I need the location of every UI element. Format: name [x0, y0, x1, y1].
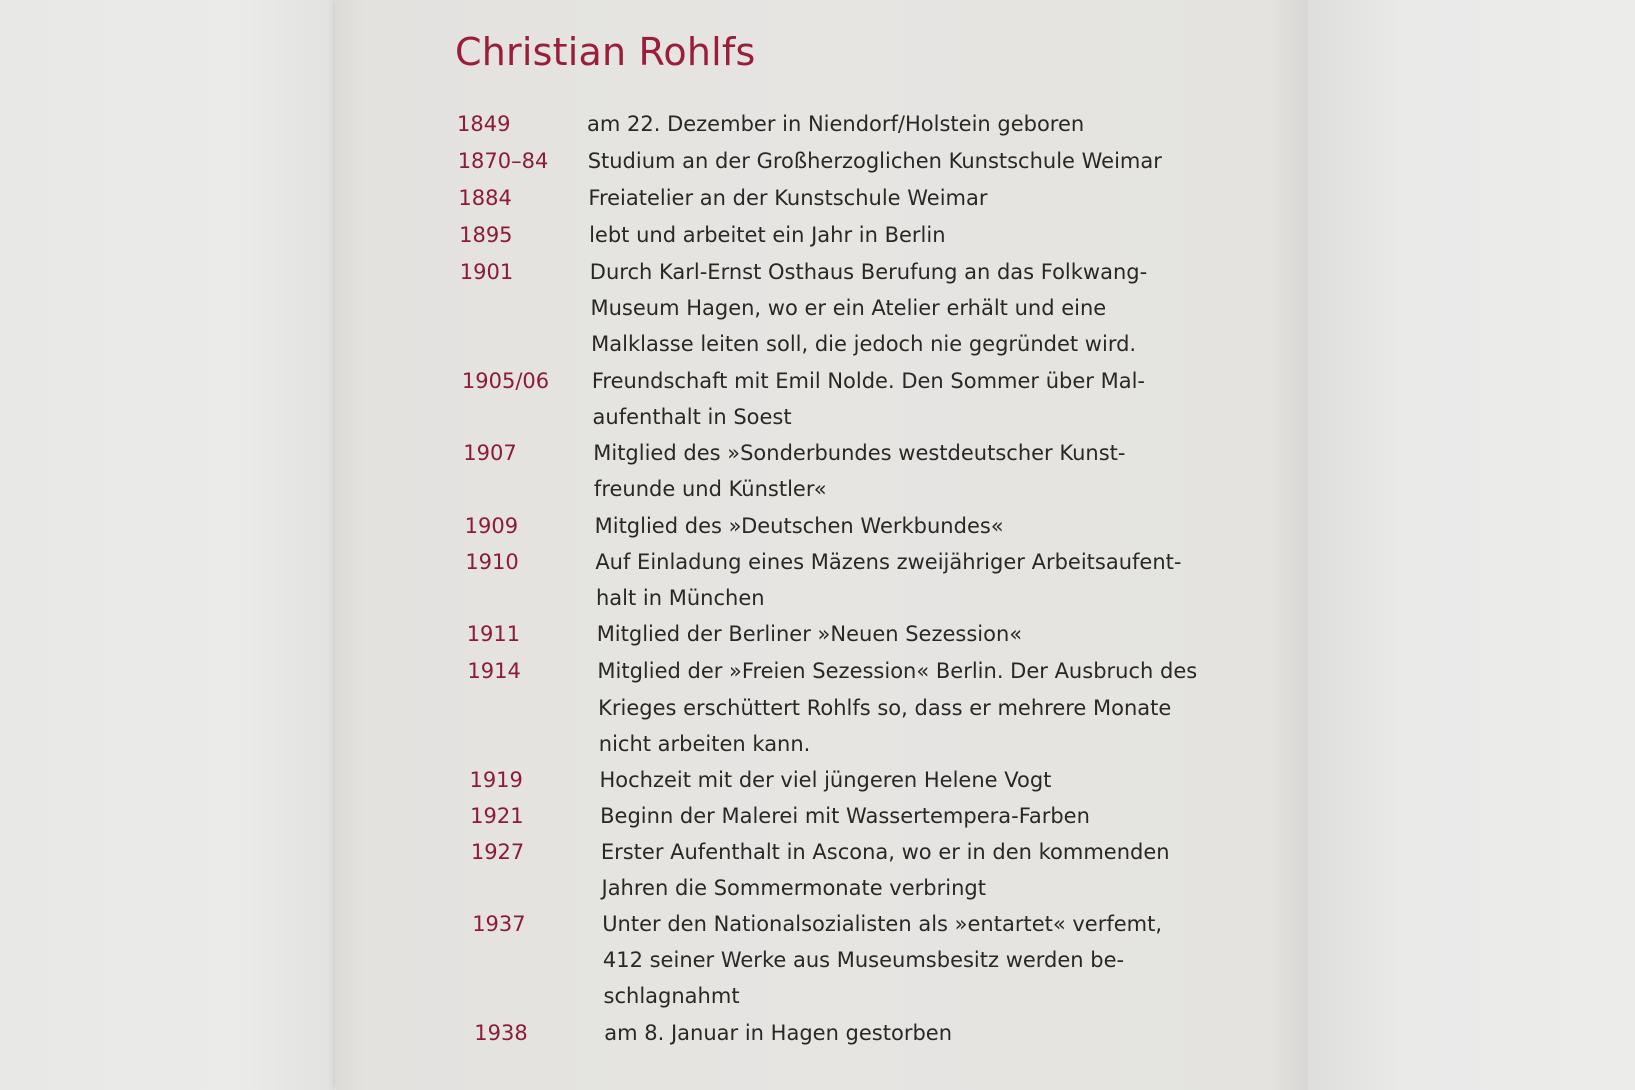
entry-year: 1914 [467, 659, 521, 683]
entry-year: 1895 [459, 223, 513, 247]
entry-year: 1911 [466, 622, 521, 646]
entry-text-line: Jahren die Sommermonate verbringt [601, 876, 986, 900]
entry-text-line: Mitglied des »Deutschen Werkbundes« [594, 514, 1004, 538]
entry-text-line: am 22. Dezember in Niendorf/Holstein geboren [587, 112, 1085, 136]
entry-text-line: Erster Aufenthalt in Ascona, wo er in den kommenden [600, 840, 1170, 864]
entry-year: 1870–84 [457, 149, 549, 173]
entry-text-line: nicht arbeiten kann. [598, 732, 811, 756]
entry-text-line: Museum Hagen, wo er ein Atelier erhält und eine [590, 296, 1107, 320]
entry-text-line: Auf Einladung eines Mäzens zweijähriger Arbeitsaufent- [595, 550, 1182, 574]
entry-text-line: lebt und arbeitet ein Jahr in Berlin [589, 223, 946, 247]
entry-text-line: Unter den Nationalsozialisten als »entartet« verfemt, [602, 912, 1163, 936]
entry-year: 1927 [470, 840, 525, 864]
entry-year: 1849 [457, 112, 511, 136]
entry-year: 1921 [470, 804, 524, 828]
entry-text-line: aufenthalt in Soest [592, 405, 792, 429]
entry-text-line: 412 seiner Werke aus Museumsbesitz werden be- [602, 948, 1125, 972]
entry-year: 1910 [465, 550, 519, 574]
entry-text-line: schlagnahmt [603, 984, 740, 1008]
entry-text-line: Mitglied des »Sonderbundes westdeutscher Kunst- [593, 441, 1126, 465]
entry-text-line: Freundschaft mit Emil Nolde. Den Sommer über Mal- [591, 369, 1145, 393]
entry-text-line: Beginn der Malerei mit Wassertempera-Farben [600, 804, 1090, 828]
entry-year: 1909 [464, 514, 519, 538]
entry-text-line: Mitglied der Berliner »Neuen Sezession« [596, 622, 1023, 646]
wall-right [1308, 0, 1635, 1090]
entry-text-line: Durch Karl-Ernst Osthaus Berufung an das Folkwang- [589, 260, 1148, 284]
entry-year: 1919 [469, 768, 523, 792]
entry-year: 1938 [474, 1021, 528, 1045]
entry-year: 1905/06 [461, 369, 550, 393]
entry-year: 1884 [458, 186, 512, 210]
entry-text-line: Studium an der Großherzoglichen Kunstschule Weimar [587, 149, 1162, 173]
entry-text-line: Krieges erschüttert Rohlfs so, dass er mehrere Monate [598, 696, 1172, 720]
entry-text-line: Malklasse leiten soll, die jedoch nie gegründet wird. [591, 332, 1137, 356]
wall-left [0, 0, 335, 1090]
entry-text-line: halt in München [595, 586, 765, 610]
label-title: Christian Rohlfs [455, 30, 756, 74]
entry-year: 1907 [463, 441, 517, 465]
entry-text-line: freunde und Künstler« [593, 477, 827, 501]
entry-text-line: am 8. Januar in Hagen gestorben [604, 1021, 953, 1045]
entry-text-line: Mitglied der »Freien Sezession« Berlin. Der Ausbruch des [597, 659, 1198, 683]
entry-text-line: Freiatelier an der Kunstschule Weimar [588, 186, 988, 210]
entry-year: 1937 [472, 912, 526, 936]
entry-year: 1901 [459, 260, 514, 284]
entry-text-line: Hochzeit mit der viel jüngeren Helene Vogt [599, 768, 1052, 792]
